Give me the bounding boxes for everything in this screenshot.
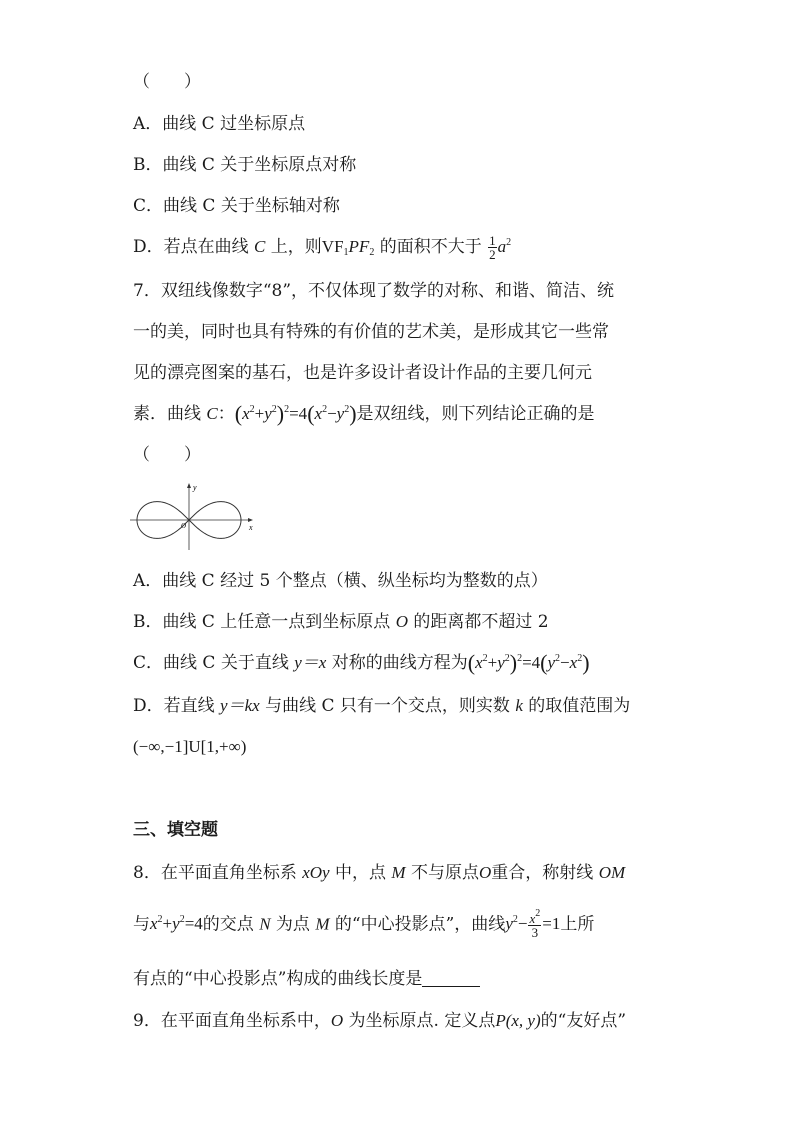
lemniscate-equation: $(x^2+y^2)^2=4(x^2-y^2)$ (234, 401, 357, 426)
q6-option-b: B．曲线 C 关于坐标原点对称 (133, 155, 357, 175)
q6-answer-paren: （ ） (133, 72, 201, 92)
q8-line-1: 8．在平面直角坐标系 xOy 中，点 M 不与原点O重合，称射线 OM (133, 863, 626, 883)
y-axis-arrow (187, 483, 191, 488)
q8-line-2: 与$x^2+y^2=4$的交点 N 为点 M 的“中心投影点”，曲线$y^2-$ $\frac{x^2}{3}$ =1上所 (133, 908, 595, 940)
fraction-one-half: $\frac{1}{2}$ (489, 233, 496, 262)
section-title: 三、填空题 (133, 820, 218, 840)
q9-line-1: 9．在平面直角坐标系中，O 为坐标原点. 定义点P(x, y)的“友好点” (133, 1011, 627, 1031)
hyperbola-equation: $y^2-$ $\frac{x^2}{3}$ =1 (505, 908, 561, 940)
q6-option-a: A．曲线 C 过坐标原点 (133, 114, 306, 134)
q7-line-3: 见的漂亮图案的基石，也是许多设计者设计作品的主要几何元 (133, 363, 592, 383)
q7-line-4: 素．曲线 C：$(x^2+y^2)^2=4(x^2-y^2)$是双纽线，则下列结论正确的是 (133, 401, 595, 426)
q7-line-1: 7．双纽线像数字“8”，不仅体现了数学的对称、和谐、简洁、统 (133, 281, 615, 301)
q7-option-d: D．若直线 y＝kx 与曲线 C 只有一个交点，则实数 k 的取值范围为 (133, 696, 631, 716)
x-axis-arrow (248, 518, 253, 522)
q7-answer-paren: （ ） (133, 445, 201, 465)
circle-equation: $x^2+y^2=4$ (150, 914, 203, 934)
q8-line-3: 有点的“中心投影点”构成的曲线长度是 (133, 967, 480, 991)
q7-option-d-range: (−∞,−1]U[1,+∞) (133, 737, 247, 756)
answer-blank[interactable] (422, 968, 480, 987)
lemniscate-graph (128, 480, 256, 552)
q6-option-d: D．若点在曲线 C 上，则$VF_1PF_2$ 的面积不大于 $\frac{1}{2}$ $a^2$ (133, 233, 512, 262)
reflected-equation: $(x^2+y^2)^2=4(y^2-x^2)$ (467, 650, 590, 675)
q7-option-b: B．曲线 C 上任意一点到坐标原点 O 的距离都不超过 2 (133, 612, 549, 632)
graph-x-label: x (249, 523, 253, 532)
graph-origin-label: O (181, 522, 187, 530)
q7-line-2: 一的美，同时也具有特殊的有价值的艺术美，是形成其它一些常 (133, 322, 609, 342)
q7-option-a: A．曲线 C 经过 5 个整点（横、纵坐标均为整数的点） (133, 571, 548, 591)
q6-option-c: C．曲线 C 关于坐标轴对称 (133, 196, 340, 216)
graph-y-label: y (193, 483, 197, 492)
q7-option-c: C．曲线 C 关于直线 y＝x 对称的曲线方程为$(x^2+y^2)^2=4(y^2-x^2)$ (133, 650, 590, 675)
